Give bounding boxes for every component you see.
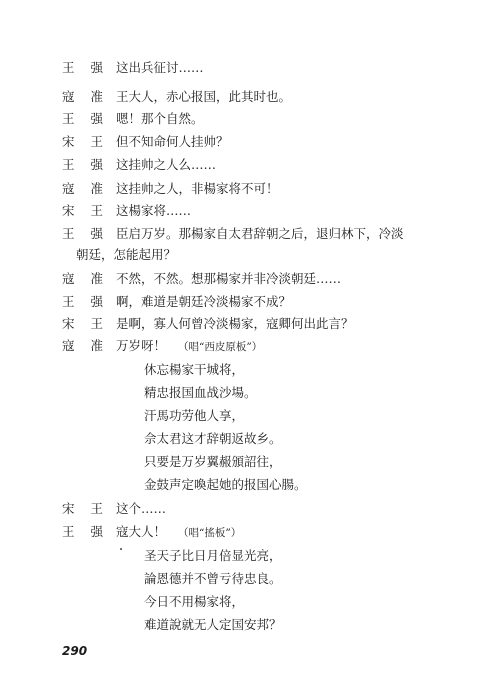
- dialogue-text: 这出兵征讨……: [116, 60, 204, 75]
- dialogue-text: 啊，难道是朝廷冷淡楊家不成？: [116, 294, 292, 309]
- dialogue-text: 是啊，寡人何曾冷淡楊家，寇卿何出此言？: [116, 316, 354, 331]
- dialogue-text: 王大人，赤心报国，此其时也。: [116, 89, 292, 104]
- verse-line: 只要是万岁翼赧頒詔往，: [144, 454, 282, 469]
- ink-speck: [120, 548, 122, 550]
- dialogue-text: 万岁呀！: [116, 338, 167, 353]
- dialogue-text: 这挂帅之人么……: [116, 157, 217, 172]
- page-number: 290: [62, 644, 88, 658]
- dialogue-text: 但不知命何人挂帅？: [116, 134, 229, 149]
- dialogue-text: 寇大人！: [116, 524, 167, 539]
- speaker-name: 寇 准: [62, 338, 109, 353]
- dialogue-text: 这楊家将……: [116, 203, 192, 218]
- speaker-name: 宋 王: [62, 316, 109, 331]
- speaker-name: 寇 准: [62, 271, 109, 286]
- verse-line: 論恩德并不曾亏待忠良。: [144, 571, 282, 586]
- verse-line: 金鼓声定喚起她的报国心腸。: [144, 477, 307, 492]
- speaker-name: 王 强: [62, 294, 109, 309]
- speaker-name: 寇 准: [62, 181, 109, 196]
- dialogue-text: 臣启万岁。那楊家自太君辞朝之后，退归林下，冷淡: [116, 226, 404, 241]
- verse-line: 难道說就无人定国安邦？: [144, 617, 282, 632]
- verse-line: 圣天子比日月倍显光亮，: [144, 548, 282, 563]
- speaker-name: 王 强: [62, 157, 109, 172]
- dialogue-text: 这挂帅之人，非楊家将不可！: [116, 181, 279, 196]
- speaker-name: 宋 王: [62, 134, 109, 149]
- verse-line: 精忠报国血战沙場。: [144, 385, 257, 400]
- stage-direction: （唱“西皮原板”）: [178, 341, 263, 353]
- dialogue-text: 这个……: [116, 501, 167, 516]
- speaker-name: 王 强: [62, 524, 109, 539]
- speaker-name: 王 强: [62, 111, 109, 126]
- verse-line: 今日不用楊家将，: [144, 594, 245, 609]
- dialogue-text: 不然，不然。想那楊家并非冷淡朝廷……: [116, 271, 342, 286]
- verse-line: 佘太君这才辞朝返故乡。: [144, 431, 282, 446]
- speaker-name: 宋 王: [62, 501, 109, 516]
- dialogue-text: 嗯！那个自然。: [116, 111, 204, 126]
- speaker-name: 王 强: [62, 226, 109, 241]
- dialogue-continuation: 朝廷，怎能起用？: [76, 247, 177, 262]
- speaker-name: 寇 准: [62, 89, 109, 104]
- verse-line: 休忘楊家干城将，: [144, 362, 245, 377]
- verse-line: 汗馬功劳他人享，: [144, 408, 245, 423]
- speaker-name: 宋 王: [62, 203, 109, 218]
- stage-direction: （唱“搖板”）: [178, 527, 242, 539]
- speaker-name: 王 强: [62, 60, 109, 75]
